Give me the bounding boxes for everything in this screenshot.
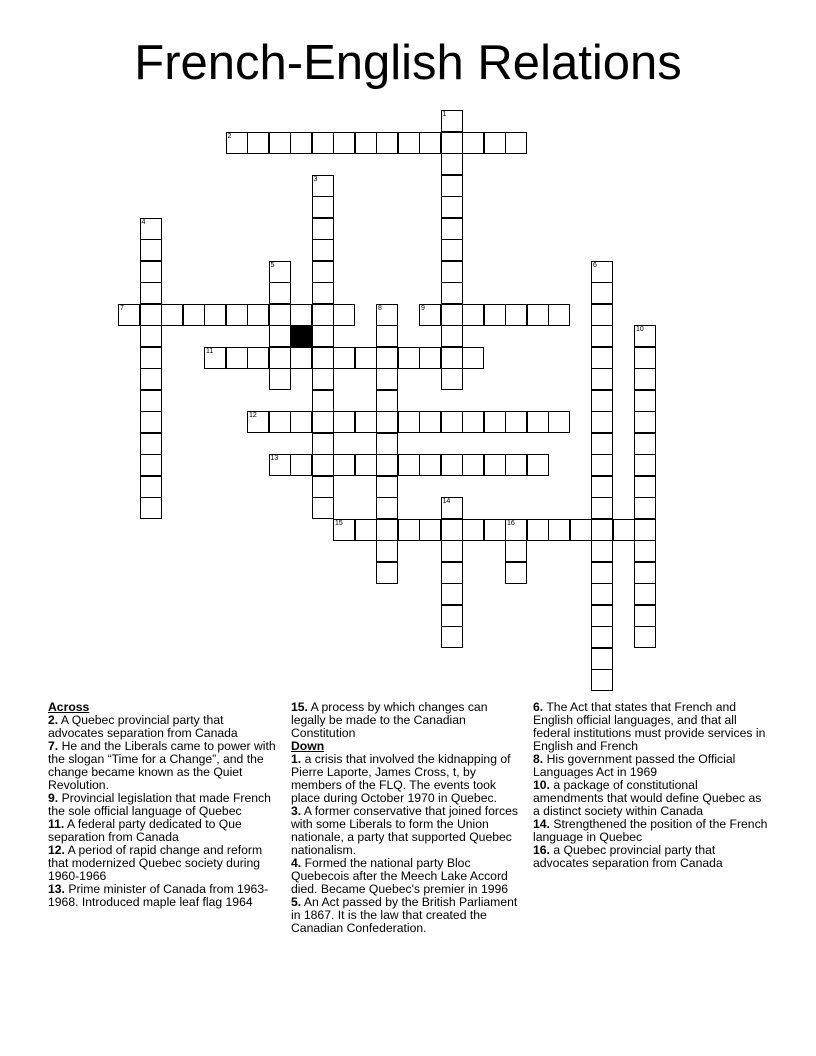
- grid-cell[interactable]: [247, 411, 269, 433]
- clue-down-8: 8. His government passed the Official Languages Act in 1969: [533, 752, 736, 779]
- grid-cell[interactable]: [269, 368, 291, 390]
- grid-cell[interactable]: [376, 519, 398, 541]
- grid-cell[interactable]: [140, 325, 162, 347]
- grid-cell[interactable]: [634, 433, 656, 455]
- grid-cell[interactable]: [484, 411, 506, 433]
- grid-cell[interactable]: [398, 519, 420, 541]
- grid-cell[interactable]: [419, 519, 441, 541]
- grid-cell[interactable]: [441, 519, 463, 541]
- clue-number: 6: [593, 261, 597, 269]
- grid-cell[interactable]: [376, 368, 398, 390]
- grid-cell[interactable]: [312, 261, 334, 283]
- grid-cell[interactable]: [376, 540, 398, 562]
- grid-cell[interactable]: [183, 304, 205, 326]
- clue-number: 16: [507, 519, 515, 527]
- grid-cell[interactable]: [376, 347, 398, 369]
- grid-cell[interactable]: [355, 411, 377, 433]
- grid-cell[interactable]: [591, 669, 613, 691]
- grid-cell[interactable]: [376, 454, 398, 476]
- grid-cell[interactable]: [441, 239, 463, 261]
- grid-cell[interactable]: [226, 304, 248, 326]
- clue-down-10: 10. a package of constitutional amendments that would define Quebec as a distinct society within Canada: [533, 778, 762, 818]
- clue-across-7: 7. He and the Liberals came to power with the slogan “Time for a Change”, and the change became known as the Quiet Revolution.: [48, 739, 276, 792]
- clue-across-9: 9. Provincial legislation that made French the sole official language of Quebec: [48, 791, 271, 818]
- grid-cell[interactable]: [548, 519, 570, 541]
- grid-cell[interactable]: [333, 454, 355, 476]
- clue-across-11: 11. A federal party dedicated to Que separation from Canada: [48, 817, 242, 844]
- grid-cell[interactable]: [247, 132, 269, 154]
- grid-cell[interactable]: [312, 132, 334, 154]
- grid-cell[interactable]: [161, 304, 183, 326]
- page-title: French-English Relations: [134, 36, 682, 90]
- clue-across-12: 12. A period of rapid change and reform that modernized Quebec society during 1960-1966: [48, 843, 263, 883]
- grid-cell[interactable]: [591, 433, 613, 455]
- clue-number: 8: [378, 304, 382, 312]
- grid-cell[interactable]: [269, 282, 291, 304]
- grid-cell[interactable]: [441, 132, 463, 154]
- grid-cell[interactable]: [484, 519, 506, 541]
- grid-cell[interactable]: [634, 605, 656, 627]
- grid-cell[interactable]: [355, 519, 377, 541]
- grid-cell[interactable]: [634, 476, 656, 498]
- grid-cell[interactable]: [462, 454, 484, 476]
- grid-cell[interactable]: [312, 347, 334, 369]
- grid-cell[interactable]: [312, 304, 334, 326]
- grid-cell[interactable]: [376, 433, 398, 455]
- grid-cell[interactable]: [204, 347, 226, 369]
- grid-cell[interactable]: [441, 261, 463, 283]
- clue-number: 5: [270, 261, 275, 269]
- grid-cell[interactable]: [634, 583, 656, 605]
- grid-cell[interactable]: [398, 347, 420, 369]
- grid-cell[interactable]: [312, 411, 334, 433]
- clue-down-5: 5. An Act passed by the British Parliament in 1867. It is the law that created the Canadian Confederation.: [291, 895, 518, 935]
- grid-cell[interactable]: [570, 519, 592, 541]
- grid-cell[interactable]: [118, 304, 140, 326]
- clue-down-1: 1. a crisis that involved the kidnapping of Pierre Laporte, James Cross, t, by members of the FLQ. The events took place during October 1970 in Quebec.: [291, 752, 511, 805]
- grid-cell[interactable]: [290, 454, 312, 476]
- clue-number: 3: [313, 175, 318, 183]
- grid-cell[interactable]: [634, 390, 656, 412]
- clue-down-14: 14. Strengthened the position of the French language in Quebec: [533, 817, 768, 844]
- grid-cell[interactable]: [290, 347, 312, 369]
- grid-cell[interactable]: [247, 304, 269, 326]
- grid-cell[interactable]: [269, 261, 291, 283]
- grid-cell[interactable]: [140, 497, 162, 519]
- grid-cell[interactable]: [398, 132, 420, 154]
- clue-number: 10: [636, 326, 644, 333]
- grid-cell[interactable]: [527, 519, 549, 541]
- grid-cell[interactable]: [204, 304, 226, 326]
- grid-cell[interactable]: [269, 411, 291, 433]
- grid-cell[interactable]: [312, 497, 334, 519]
- grid-cell[interactable]: [140, 433, 162, 455]
- grid-cell[interactable]: [441, 218, 463, 240]
- grid-cell[interactable]: [613, 519, 635, 541]
- grid-cell[interactable]: [312, 175, 334, 197]
- clue-down-6: 6. The Act that states that French and English official languages, and that all federal institutions must provide services in English and French: [533, 700, 766, 753]
- grid-cell[interactable]: [484, 304, 506, 326]
- grid-cell[interactable]: [591, 368, 613, 390]
- grid-cell[interactable]: [441, 110, 463, 132]
- grid-cell[interactable]: [527, 454, 549, 476]
- grid-cell[interactable]: [441, 153, 463, 175]
- grid-cell[interactable]: [591, 347, 613, 369]
- grid-cell[interactable]: [591, 476, 613, 498]
- grid-cell[interactable]: [312, 325, 334, 347]
- grid-cell[interactable]: [376, 476, 398, 498]
- grid-cell[interactable]: [269, 325, 291, 347]
- grid-cell[interactable]: [441, 347, 463, 369]
- grid-cell[interactable]: [591, 454, 613, 476]
- grid-cell[interactable]: [140, 411, 162, 433]
- grid-cell[interactable]: [269, 347, 291, 369]
- grid-cell[interactable]: [376, 304, 398, 326]
- grid-cell[interactable]: [484, 132, 506, 154]
- clue-number: 4: [141, 218, 146, 226]
- grid-cell[interactable]: [247, 347, 269, 369]
- grid-cell[interactable]: [591, 390, 613, 412]
- clue-across-13: 13. Prime minister of Canada from 1963-1968. Introduced maple leaf flag 1964: [48, 882, 269, 909]
- down-heading: Down: [291, 739, 325, 753]
- grid-cell[interactable]: [441, 562, 463, 584]
- grid-cell[interactable]: [419, 454, 441, 476]
- grid-cell[interactable]: [312, 282, 334, 304]
- clue-number: 15: [335, 519, 343, 527]
- grid-cell[interactable]: [398, 411, 420, 433]
- grid-cell[interactable]: [634, 368, 656, 390]
- grid-cell[interactable]: [140, 261, 162, 283]
- clue-number: 12: [249, 412, 257, 419]
- grid-cell[interactable]: [376, 325, 398, 347]
- clue-down-4: 4. Formed the national party Bloc Quebecois after the Meech Lake Accord died. Became Quebec's premier in 1996: [291, 856, 509, 896]
- grid-cell[interactable]: [333, 347, 355, 369]
- grid-cell[interactable]: [634, 562, 656, 584]
- clues-column-2: [291, 701, 523, 935]
- across-heading: Across: [48, 700, 90, 714]
- grid-cell[interactable]: [527, 411, 549, 433]
- grid-cell[interactable]: [591, 325, 613, 347]
- grid-cell[interactable]: [140, 282, 162, 304]
- grid-cell[interactable]: [140, 218, 162, 240]
- grid-cell[interactable]: [312, 239, 334, 261]
- grid-cell[interactable]: [634, 497, 656, 519]
- grid-cell[interactable]: [419, 304, 441, 326]
- grid-cell[interactable]: [634, 626, 656, 648]
- grid-cell[interactable]: [591, 562, 613, 584]
- grid-cell[interactable]: [140, 347, 162, 369]
- clue-number: 1: [442, 111, 447, 118]
- grid-cell[interactable]: [441, 454, 463, 476]
- grid-cell[interactable]: [376, 411, 398, 433]
- grid-cell[interactable]: [140, 239, 162, 261]
- grid-cell[interactable]: [505, 304, 527, 326]
- grid-cell[interactable]: [548, 411, 570, 433]
- clues-column-1: [48, 701, 280, 909]
- grid-cell[interactable]: [634, 411, 656, 433]
- grid-cell[interactable]: [140, 454, 162, 476]
- grid-cell[interactable]: [312, 476, 334, 498]
- grid-cell[interactable]: [290, 304, 312, 326]
- grid-cell[interactable]: [376, 132, 398, 154]
- grid-cell[interactable]: [441, 626, 463, 648]
- grid-cell[interactable]: [140, 304, 162, 326]
- grid-cell[interactable]: [355, 347, 377, 369]
- grid-cell[interactable]: [527, 304, 549, 326]
- clue-number: 2: [227, 132, 232, 140]
- grid-cell[interactable]: [634, 347, 656, 369]
- grid-cell[interactable]: [634, 454, 656, 476]
- grid-cell[interactable]: [634, 325, 656, 347]
- grid-cell[interactable]: [505, 562, 527, 584]
- grid-cell[interactable]: [591, 626, 613, 648]
- grid-cell[interactable]: [140, 476, 162, 498]
- grid-cell[interactable]: [441, 325, 463, 347]
- grid-cell[interactable]: [505, 454, 527, 476]
- grid-cell[interactable]: [312, 196, 334, 218]
- clue-number: 14: [442, 498, 451, 505]
- grid-cell[interactable]: [441, 605, 463, 627]
- grid-cell[interactable]: [505, 519, 527, 541]
- grid-cell[interactable]: [441, 411, 463, 433]
- grid-cell[interactable]: [355, 454, 377, 476]
- grid-cell[interactable]: [312, 218, 334, 240]
- grid-cell[interactable]: [441, 368, 463, 390]
- grid-cell[interactable]: [462, 132, 484, 154]
- grid-cell[interactable]: [591, 282, 613, 304]
- grid-cell[interactable]: [312, 433, 334, 455]
- grid-cell[interactable]: [290, 411, 312, 433]
- grid-cell[interactable]: [290, 132, 312, 154]
- grid-cell[interactable]: [269, 304, 291, 326]
- grid-cell[interactable]: [398, 454, 420, 476]
- grid-cell[interactable]: [591, 497, 613, 519]
- grid-cell[interactable]: [269, 132, 291, 154]
- grid-cell[interactable]: [591, 583, 613, 605]
- grid-cell[interactable]: [462, 347, 484, 369]
- clue-across-2: 2. A Quebec provincial party that advocates separation from Canada: [48, 713, 238, 740]
- grid-cell[interactable]: [441, 583, 463, 605]
- grid-cell[interactable]: [441, 497, 463, 519]
- grid-cell[interactable]: [441, 196, 463, 218]
- grid-cell[interactable]: [312, 454, 334, 476]
- grid-cell[interactable]: [441, 540, 463, 562]
- grid-cell[interactable]: [634, 519, 656, 541]
- grid-cell[interactable]: [462, 411, 484, 433]
- grid-cell[interactable]: [312, 368, 334, 390]
- clue-number: 7: [120, 304, 124, 312]
- clue-number: 11: [206, 347, 214, 355]
- grid-cell[interactable]: [548, 304, 570, 326]
- clues-column-3: [533, 701, 768, 870]
- clue-across-15: 15. A process by which changes can legally be made to the Canadian Constitution: [291, 700, 488, 740]
- grid-cell[interactable]: [441, 304, 463, 326]
- clue-down-16: 16. a Quebec provincial party that advocates separation from Canada: [533, 843, 723, 870]
- grid-cell[interactable]: [333, 304, 355, 326]
- grid-cell[interactable]: [505, 540, 527, 562]
- clue-down-3: 3. A former conservative that joined forces with some Liberals to form the Union nationale, a party that supported Quebec nationalism.: [291, 804, 518, 857]
- grid-cell[interactable]: [226, 347, 248, 369]
- grid-cell[interactable]: [441, 175, 463, 197]
- grid-cell[interactable]: [505, 411, 527, 433]
- grid-cell[interactable]: [462, 519, 484, 541]
- grid-cell[interactable]: [376, 562, 398, 584]
- grid-cell[interactable]: [333, 411, 355, 433]
- grid-cell[interactable]: [419, 132, 441, 154]
- grid-cell[interactable]: [505, 132, 527, 154]
- grid-cell[interactable]: [333, 132, 355, 154]
- grid-cell[interactable]: [269, 454, 291, 476]
- grid-cell[interactable]: [591, 411, 613, 433]
- grid-cell[interactable]: [419, 347, 441, 369]
- clue-number: 9: [421, 304, 425, 312]
- grid-cell[interactable]: [484, 454, 506, 476]
- grid-cell[interactable]: [591, 540, 613, 562]
- grid-cell[interactable]: [226, 132, 248, 154]
- grid-cell[interactable]: [591, 605, 613, 627]
- grid-cell[interactable]: [441, 282, 463, 304]
- grid-cell[interactable]: [140, 368, 162, 390]
- grid-cell[interactable]: [591, 519, 613, 541]
- grid-cell[interactable]: [376, 497, 398, 519]
- grid-cell[interactable]: [376, 390, 398, 412]
- grid-cell[interactable]: [140, 390, 162, 412]
- grid-cell[interactable]: [462, 304, 484, 326]
- grid-cell[interactable]: [355, 132, 377, 154]
- grid-block: [290, 325, 312, 347]
- clue-number: 13: [270, 455, 279, 462]
- grid-cell[interactable]: [419, 411, 441, 433]
- grid-cell[interactable]: [591, 261, 613, 283]
- grid-cell[interactable]: [591, 304, 613, 326]
- grid-cell[interactable]: [333, 519, 355, 541]
- grid-cell[interactable]: [634, 540, 656, 562]
- grid-cell[interactable]: [591, 648, 613, 670]
- grid-cell[interactable]: [312, 390, 334, 412]
